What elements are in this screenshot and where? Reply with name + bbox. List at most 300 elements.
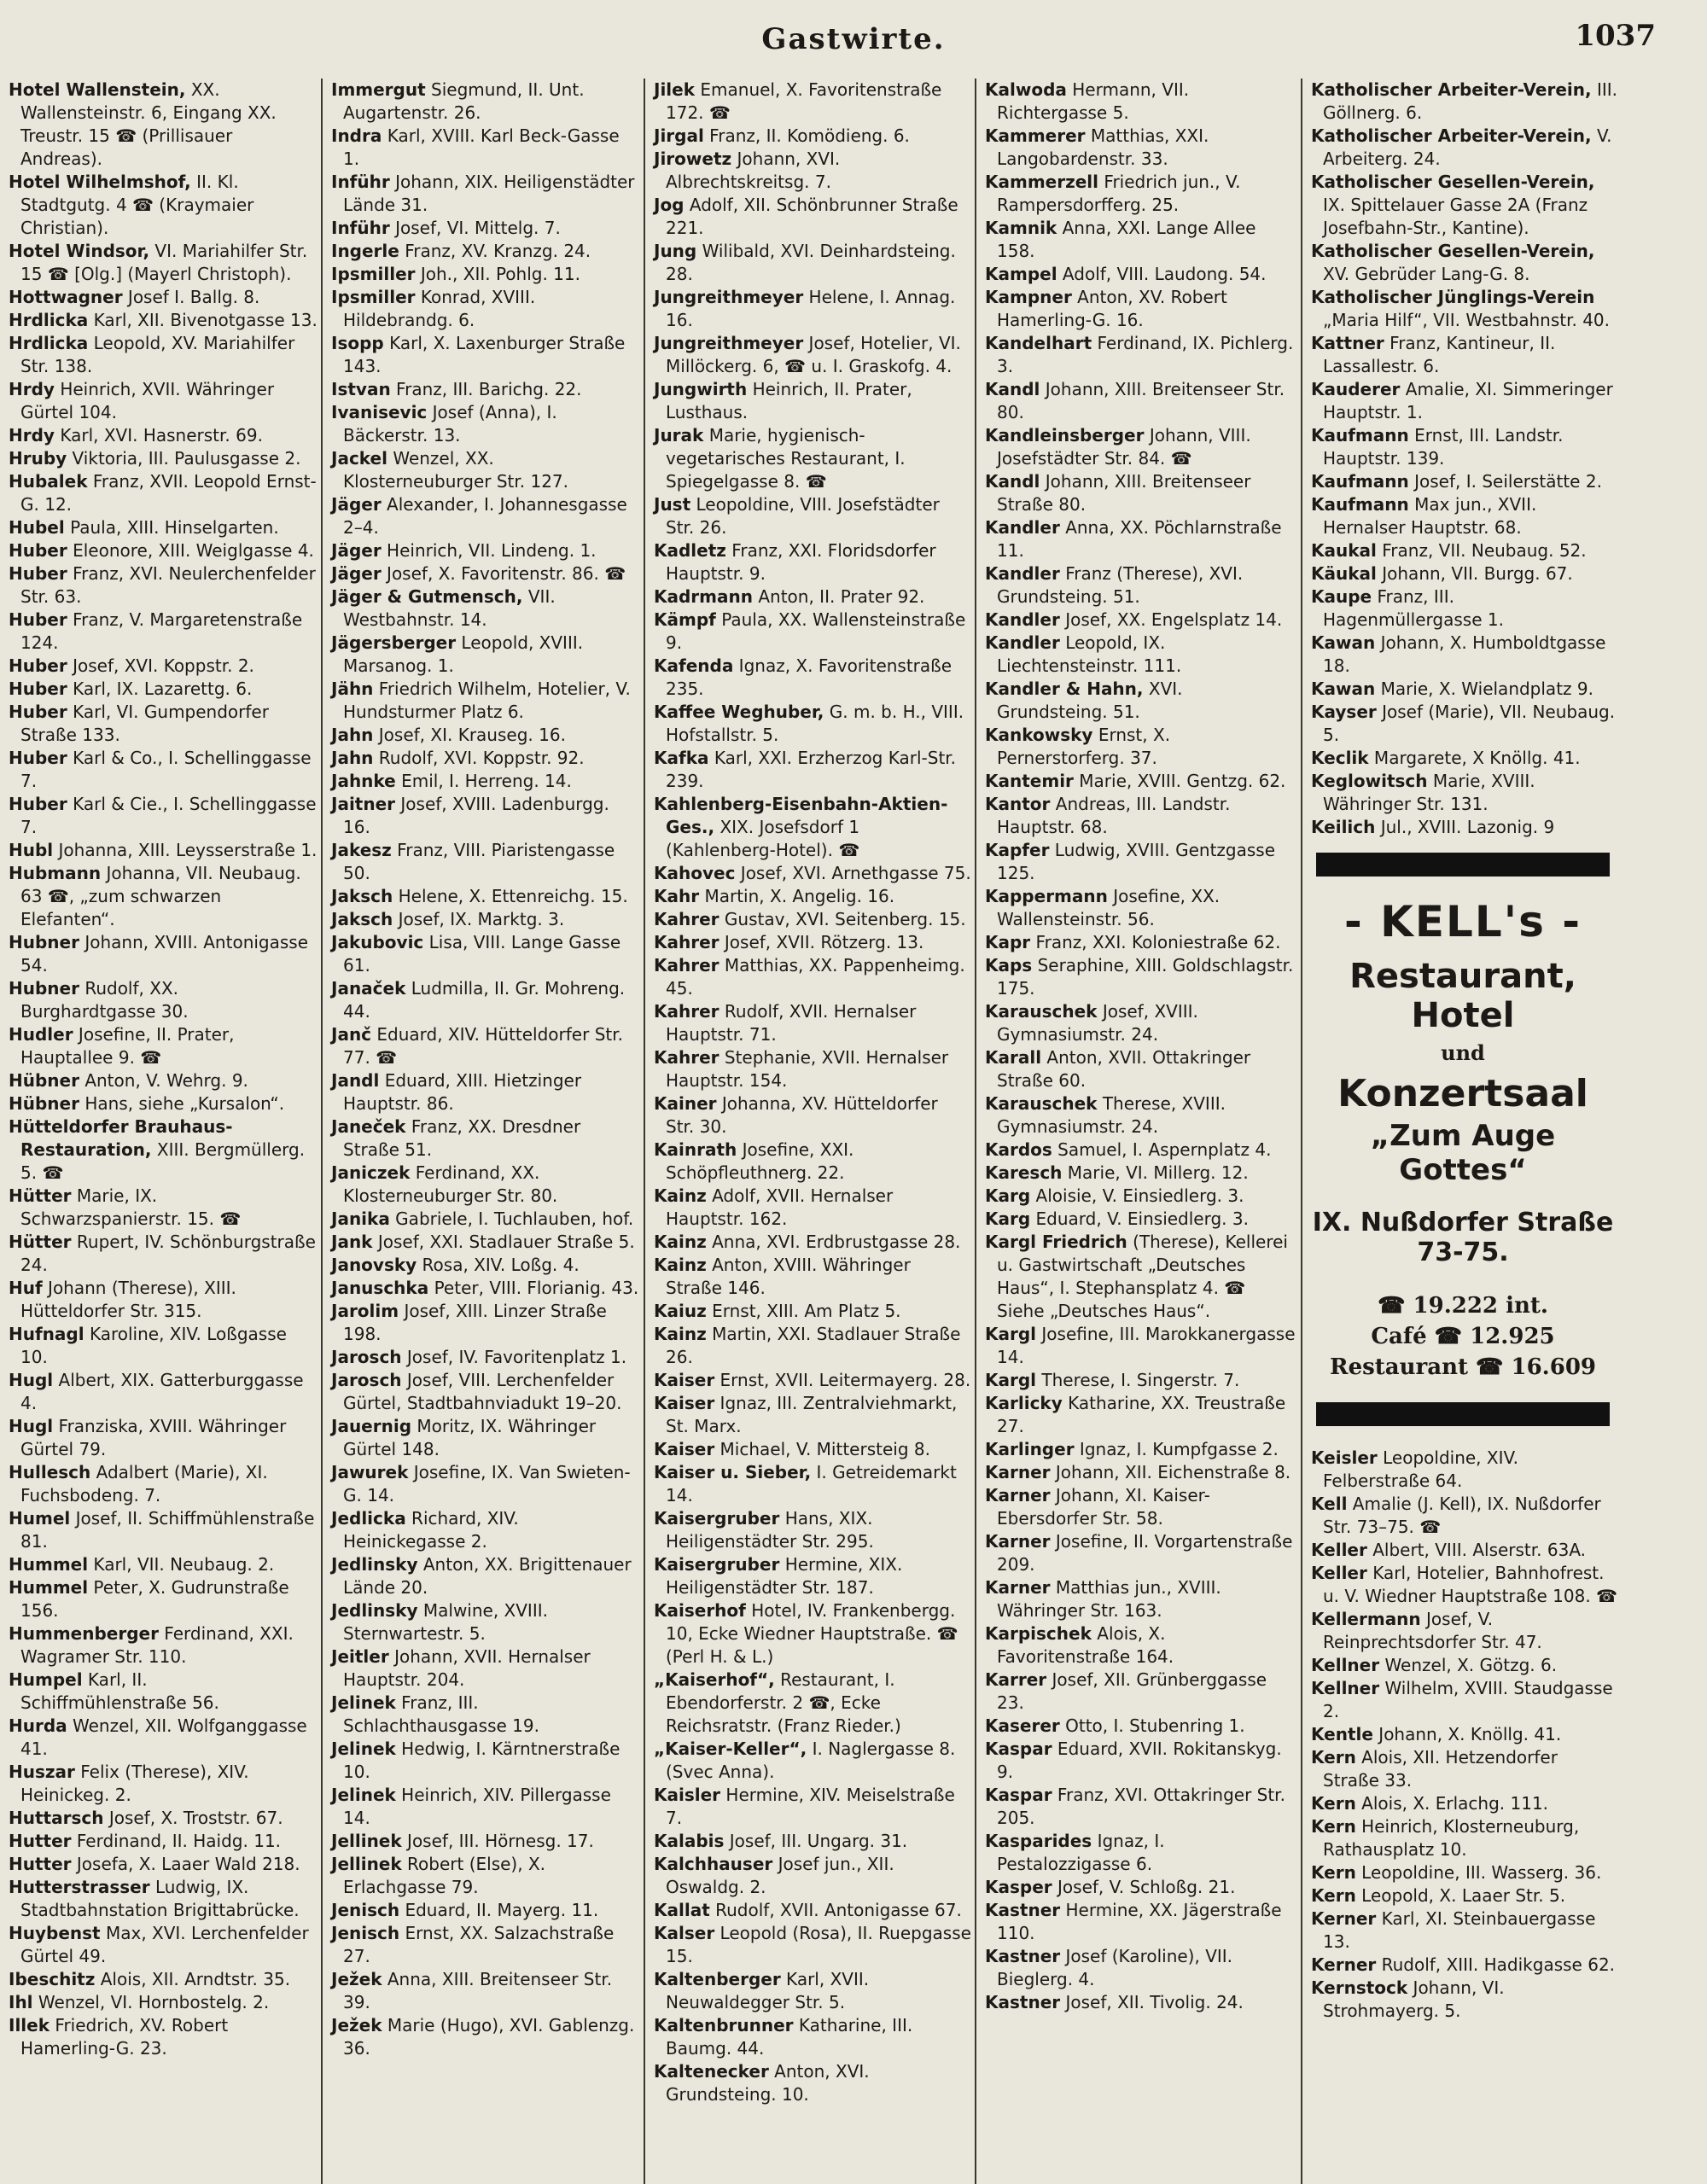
ad-top-rule <box>1316 853 1610 877</box>
entry-details: Eduard, XIII. Hietzinger Hauptstr. 86. <box>343 1070 582 1114</box>
directory-entry <box>650 1853 971 1899</box>
entry-details: Rudolf, XVII. Hernalser Hauptstr. 71. <box>666 1001 917 1045</box>
entry-name: Kahrer <box>654 932 720 952</box>
entry-name: Kahrer <box>654 1047 720 1068</box>
directory-entry <box>982 1576 1297 1622</box>
directory-entry <box>650 1046 971 1092</box>
entry-details: Ernst, XIII. Am Platz 5. <box>706 1301 901 1321</box>
entry-details: Karl, XI. Steinbauergasse 13. <box>1323 1908 1596 1952</box>
directory-entry <box>1308 632 1618 678</box>
entry-details: Heinrich, XIV. Pillergasse 14. <box>343 1785 611 1828</box>
entry-details: Josef, XVI. Koppstr. 2. <box>67 655 254 676</box>
directory-entry <box>982 171 1297 217</box>
entry-details: Franz, XVI. Neulerchenfelder Str. 63. <box>20 563 316 607</box>
entry-name: Hutter <box>9 1831 72 1851</box>
entry-details: Hedwig, I. Kärntnerstraße 10. <box>343 1738 620 1782</box>
directory-entry <box>650 862 971 885</box>
directory-entry <box>1308 1677 1618 1723</box>
entry-name: Kammerzell <box>985 172 1099 192</box>
directory-entry <box>982 286 1297 332</box>
entry-name: Hütter <box>9 1185 72 1206</box>
entry-details: Gabriele, I. Tuchlauben, hof. <box>389 1208 634 1229</box>
directory-entry <box>328 240 640 263</box>
entry-name: Ingerle <box>331 241 399 261</box>
entry-name: Immergut <box>331 79 426 100</box>
directory-entry <box>1308 585 1618 632</box>
entry-name: Karesch <box>985 1162 1063 1183</box>
directory-entry <box>1308 1792 1618 1815</box>
entry-details: Josefine, XX. Wallensteinstr. 56. <box>997 886 1221 929</box>
entry-details: Johann, XVI. Albrechtskreitsg. 7. <box>666 149 841 192</box>
column-5 <box>1301 79 1622 2184</box>
entry-details: I. Naglergasse 8. (Svec Anna). <box>666 1738 956 1782</box>
entry-details: Josef, XIII. Linzer Straße 198. <box>343 1301 607 1344</box>
directory-entry <box>5 286 318 309</box>
entry-name: Jakubovic <box>331 932 424 952</box>
entry-name: Kaiser u. Sieber, <box>654 1462 812 1482</box>
entry-name: Jellinek <box>331 1831 402 1851</box>
entry-details: Ernst, XVII. Leitermayerg. 28. <box>714 1370 971 1390</box>
directory-entry <box>328 585 640 632</box>
entry-details: Eduard, V. Einsiedlerg. 3. <box>1030 1208 1249 1229</box>
directory-entry <box>5 1669 318 1715</box>
entry-details: Anna, XX. Pöchlarnstraße 11. <box>997 517 1282 561</box>
entry-name: Jäger <box>331 563 382 584</box>
entry-name: Kampner <box>985 287 1072 307</box>
entry-details: Franz, XVII. Leopold Ernst-G. 12. <box>20 471 317 515</box>
directory-entry <box>982 1162 1297 1185</box>
directory-entry <box>1308 1608 1618 1654</box>
entry-details: Marie (Hugo), XVI. Gablenzg. 36. <box>343 2015 635 2059</box>
entry-details: Johann, VII. Burgg. 67. <box>1376 563 1573 584</box>
entry-details: Adolf, VIII. Laudong. 54. <box>1057 264 1267 284</box>
entry-details: Peter, VIII. Florianig. 43. <box>428 1278 639 1298</box>
directory-entry <box>5 1853 318 1876</box>
directory-entry <box>982 562 1297 609</box>
entry-name: Illek <box>9 2015 50 2035</box>
entry-details: Anton, XVI. Grundsteing. 10. <box>666 2061 870 2105</box>
entry-name: Karpischek <box>985 1623 1092 1644</box>
entry-details: Josefine, II. Vorgartenstraße 209. <box>997 1531 1293 1575</box>
directory-entry <box>328 770 640 793</box>
directory-entry <box>328 632 640 678</box>
directory-entry <box>982 1622 1297 1669</box>
directory-entry <box>982 1876 1297 1899</box>
entry-name: Jirowetz <box>654 149 732 169</box>
entry-details: Franz, II. Komödieng. 6. <box>703 125 910 146</box>
entry-details: Helene, X. Ettenreichg. 15. <box>393 886 628 906</box>
column-5-entries-after-ad <box>1308 1447 1618 2023</box>
entry-details: Leopold, XV. Mariahilfer Str. 138. <box>20 333 295 376</box>
entry-name: Hotel Windsor, <box>9 241 150 261</box>
entry-name: Kaltenecker <box>654 2061 769 2082</box>
entry-name: Karauschek <box>985 1093 1098 1114</box>
entry-name: Jilek <box>654 79 696 100</box>
column-1 <box>0 79 321 2184</box>
entry-details: Rudolf, XVII. Antonigasse 67. <box>709 1900 962 1920</box>
entry-name: Janovsky <box>331 1255 417 1275</box>
entry-details: Franz, XXI. Koloniestraße 62. <box>1030 932 1281 952</box>
entry-details: XX. Wallensteinstr. 6, Eingang XX. Treustr. 15 ☎ (Prillisauer Andreas). <box>20 79 277 169</box>
directory-entry <box>5 1461 318 1507</box>
directory-entry <box>1308 562 1618 585</box>
directory-entry <box>650 1092 971 1139</box>
entry-details: Franz (Therese), XVI. Grundsteing. 51. <box>997 563 1244 607</box>
entry-details: Richard, XIV. Heinickegasse 2. <box>343 1508 519 1552</box>
entry-details: Aloisie, V. Einsiedlerg. 3. <box>1030 1185 1244 1206</box>
entry-name: Hummel <box>9 1554 89 1575</box>
entry-name: Kaps <box>985 955 1033 976</box>
entry-details: Amalie, XI. Simmeringer Hauptstr. 1. <box>1323 379 1613 422</box>
entry-name: Kainrath <box>654 1139 737 1160</box>
entry-details: Eduard, II. Mayerg. 11. <box>399 1900 599 1920</box>
directory-entry <box>328 977 640 1023</box>
entry-name: Kell <box>1311 1494 1348 1514</box>
entry-details: Karl & Co., I. Schellinggasse 7. <box>20 748 312 791</box>
directory-entry <box>982 470 1297 516</box>
entry-name: Kaiserhof <box>654 1600 746 1621</box>
directory-entry <box>650 1185 971 1231</box>
directory-entry <box>982 1046 1297 1092</box>
entry-details: Johann, VI. Strohmayerg. 5. <box>1323 1977 1505 2021</box>
directory-entry <box>1308 286 1618 332</box>
entry-name: Hrdlicka <box>9 333 89 353</box>
entry-details: Moritz, IX. Währinger Gürtel 148. <box>343 1416 597 1459</box>
entry-name: Katholischer Gesellen-Verein, <box>1311 172 1595 192</box>
entry-name: Käukal <box>1311 563 1377 584</box>
entry-details: Karl, VI. Gumpendorfer Straße 133. <box>20 702 269 745</box>
entry-name: Jäger & Gutmensch, <box>331 586 523 607</box>
page-number: 1037 <box>1575 19 1656 53</box>
entry-details: Adalbert (Marie), XI. Fuchsbodeng. 7. <box>20 1462 268 1506</box>
entry-details: Josefine, XXI. Schöpfleuthnerg. 22. <box>666 1139 854 1183</box>
directory-entry <box>650 793 971 862</box>
entry-details: Johann, XVIII. Antonigasse 54. <box>20 932 309 976</box>
entry-details: Friedrich Wilhelm, Hotelier, V. Hundsturmer Platz 6. <box>343 678 631 722</box>
directory-entry <box>982 1461 1297 1484</box>
directory-entry <box>5 1830 318 1853</box>
entry-name: Huber <box>9 540 67 561</box>
entry-details: XIII. Bergmüllerg. 5. ☎ <box>20 1139 306 1183</box>
directory-entry <box>5 1507 318 1553</box>
directory-entry <box>328 263 640 286</box>
entry-details: Karl, IX. Lazarettg. 6. <box>67 678 253 699</box>
directory-entry <box>328 332 640 378</box>
entry-name: Kämpf <box>654 609 716 630</box>
directory-entry <box>982 1185 1297 1208</box>
entry-details: Josef jun., XII. Oswaldg. 2. <box>666 1854 894 1897</box>
entry-details: Felix (Therese), XIV. Heinickeg. 2. <box>20 1762 249 1805</box>
directory-entry <box>650 539 971 585</box>
directory-entry <box>650 1553 971 1599</box>
entry-name: Kerner <box>1311 1954 1377 1975</box>
entry-details: Karl, X. Laxenburger Straße 143. <box>343 333 626 376</box>
entry-details: Josefine, IX. Van Swieten-G. 14. <box>343 1462 631 1506</box>
entry-details: Johann, X. Knöllg. 41. <box>1372 1724 1562 1744</box>
entry-details: Therese, I. Singerstr. 7. <box>1036 1370 1240 1390</box>
directory-entry <box>5 977 318 1023</box>
entry-name: Jungreithmeyer <box>654 287 804 307</box>
directory-entry <box>650 79 971 125</box>
directory-entry <box>328 1300 640 1346</box>
directory-entry <box>5 1415 318 1461</box>
entry-name: Hruby <box>9 448 67 469</box>
directory-entry <box>5 1115 318 1185</box>
entry-details: Josefine, III. Marokkanergasse 14. <box>997 1324 1296 1367</box>
column-5-entries <box>1308 79 1618 839</box>
directory-entry <box>328 678 640 724</box>
entry-details: Josef, XVIII. Gymnasiumstr. 24. <box>997 1001 1198 1045</box>
directory-entry <box>650 1369 971 1392</box>
entry-name: Kaltenbrunner <box>654 2015 794 2035</box>
directory-entry <box>650 1323 971 1369</box>
directory-entry <box>1308 1654 1618 1677</box>
entry-details: Franz, Kantineur, II. Lassallestr. 6. <box>1323 333 1556 376</box>
entry-details: Martin, XXI. Stadlauer Straße 26. <box>666 1324 961 1367</box>
directory-entry <box>650 1300 971 1323</box>
directory-entry <box>5 1553 318 1576</box>
entry-name: Keclik <box>1311 748 1369 768</box>
entry-name: Huber <box>9 748 67 768</box>
entry-name: Ježek <box>331 2015 382 2035</box>
entry-name: Kamnik <box>985 218 1057 238</box>
ad-line-und: und <box>1441 1040 1485 1065</box>
entry-name: Jellinek <box>331 1854 402 1874</box>
entry-details: Karl, XVII. Neuwaldegger Str. 5. <box>666 1969 870 2012</box>
entry-name: Kainz <box>654 1255 707 1275</box>
entry-name: Kandler <box>985 517 1060 538</box>
directory-entry <box>328 1277 640 1300</box>
entry-name: Kaiser <box>654 1370 715 1390</box>
entry-details: Josef, V. Schloßg. 21. <box>1052 1877 1236 1897</box>
entry-name: Hufnagl <box>9 1324 84 1344</box>
directory-entry <box>328 493 640 539</box>
directory-entry <box>650 148 971 194</box>
entry-details: Josef, VIII. Lerchenfelder Gürtel, Stadtbahnviadukt 19–20. <box>343 1370 622 1413</box>
entry-details: Eleonore, XIII. Weiglgasse 4. <box>67 540 314 561</box>
entry-name: Kellner <box>1311 1655 1380 1675</box>
entry-name: Kandelhart <box>985 333 1092 353</box>
directory-entry <box>982 839 1297 885</box>
directory-entry <box>650 240 971 286</box>
entry-details: Peter, X. Gudrunstraße 156. <box>20 1577 289 1621</box>
entry-details: Leopoldine, VIII. Josefstädter Str. 26. <box>666 494 940 538</box>
entry-name: Jäger <box>331 494 382 515</box>
directory-entry <box>5 1323 318 1369</box>
directory-entry <box>5 2014 318 2060</box>
entry-name: Hotel Wilhelmshof, <box>9 172 191 192</box>
entry-details: Johann, VIII. Josefstädter Str. 84. ☎ <box>997 425 1251 469</box>
directory-entry <box>1308 701 1618 747</box>
entry-details: Ferdinand, IX. Pichlerg. 3. <box>997 333 1294 376</box>
directory-entry <box>650 585 971 609</box>
entry-name: Kalwoda <box>985 79 1067 100</box>
entry-name: Huber <box>9 609 67 630</box>
entry-name: Kantor <box>985 794 1051 814</box>
directory-entry <box>1308 1493 1618 1539</box>
entry-details: Alois, XII. Hetzendorfer Straße 33. <box>1323 1747 1558 1791</box>
directory-entry <box>1308 1815 1618 1861</box>
entry-details: Marie, X. Wielandplatz 9. <box>1375 678 1593 699</box>
directory-entry <box>1308 493 1618 539</box>
directory-entry <box>982 516 1297 562</box>
entry-name: Kaspar <box>985 1738 1052 1759</box>
entry-details: Friedrich jun., V. Rampersdorfferg. 25. <box>997 172 1241 215</box>
entry-details: Matthias, XX. Pappenheimg. 45. <box>666 955 965 999</box>
entry-details: Emanuel, X. Favoritenstraße 172. ☎ <box>666 79 942 123</box>
entry-name: Kasparides <box>985 1831 1092 1851</box>
directory-entry <box>1308 1723 1618 1746</box>
entry-name: Kaspar <box>985 1785 1052 1805</box>
directory-entry <box>650 378 971 424</box>
directory-entry <box>328 1599 640 1645</box>
directory-entry <box>328 1208 640 1231</box>
directory-entry <box>328 1369 640 1415</box>
directory-entry <box>328 447 640 493</box>
entry-details: Josef, I. Seilerstätte 2. <box>1408 471 1602 492</box>
entry-details: Marie, hygienisch-vegetarisches Restaurant, I. Spiegelgasse 8. ☎ <box>666 425 906 492</box>
entry-name: Jarosch <box>331 1370 402 1390</box>
directory-entry <box>5 1576 318 1622</box>
entry-details: Samuel, I. Aspernplatz 4. <box>1052 1139 1272 1160</box>
entry-details: XVI. Grundsteing. 51. <box>997 678 1183 722</box>
entry-details: Therese, XVIII. Gymnasiumstr. 24. <box>997 1093 1226 1137</box>
entry-name: Humpel <box>9 1669 83 1690</box>
directory-entry <box>982 1139 1297 1162</box>
entry-details: Rudolf, XX. Burghardtgasse 30. <box>20 978 189 1022</box>
entry-details: Heinrich, XVII. Währinger Gürtel 104. <box>20 379 275 422</box>
directory-entry <box>650 286 971 332</box>
directory-entry <box>328 1899 640 1922</box>
directory-entry <box>650 1461 971 1507</box>
directory-entry <box>650 2060 971 2106</box>
directory-entry <box>328 1162 640 1208</box>
entry-details: Marie, IX. Schwarzspanierstr. 15. ☎ <box>20 1185 242 1229</box>
entry-name: Kapr <box>985 932 1031 952</box>
entry-name: Just <box>654 494 691 515</box>
entry-name: Karauschek <box>985 1001 1098 1022</box>
directory-entry <box>5 240 318 286</box>
entry-name: „Kaiser-Keller“, <box>654 1738 807 1759</box>
entry-details: Johann (Therese), XIII. Hütteldorfer Str. 315. <box>20 1278 236 1321</box>
entry-name: Kadletz <box>654 540 726 561</box>
entry-details: Ignaz, X. Favoritenstraße 235. <box>666 655 953 699</box>
entry-name: Jäger <box>331 540 382 561</box>
entry-details: Franz, III. Barichg. 22. <box>390 379 582 399</box>
entry-details: Ignaz, I. Kumpfgasse 2. <box>1074 1439 1279 1459</box>
entry-name: Katholischer Arbeiter-Verein, <box>1311 79 1592 100</box>
entry-name: Kafka <box>654 748 709 768</box>
entry-details: Josef, XI. Krauseg. 16. <box>373 725 566 745</box>
entry-details: Josef, XVIII. Ladenburgg. 16. <box>343 794 609 837</box>
entry-details: Josef, XXI. Stadlauer Straße 5. <box>372 1232 635 1252</box>
directory-entry <box>650 1830 971 1853</box>
entry-details: Hermine, XIV. Meiselstraße 7. <box>666 1785 955 1828</box>
entry-name: Jahn <box>331 748 374 768</box>
entry-name: Kandl <box>985 471 1040 492</box>
column-4 <box>975 79 1301 2184</box>
entry-details: Alois, XII. Arndtstr. 35. <box>95 1969 291 1989</box>
directory-entry <box>5 678 318 701</box>
entry-details: Josef, IV. Favoritenplatz 1. <box>401 1347 627 1367</box>
directory-entry <box>5 1761 318 1807</box>
directory-entry <box>1308 770 1618 816</box>
entry-details: Franz, III. Hagenmüllergasse 1. <box>1323 586 1504 630</box>
entry-details: Hans, siehe „Kursalon“. <box>79 1093 285 1114</box>
directory-entry <box>982 332 1297 378</box>
entry-name: Karner <box>985 1462 1051 1482</box>
entry-details: Josef (Karoline), VII. Bieglerg. 4. <box>997 1946 1233 1989</box>
entry-details: Ignaz, I. Pestalozzigasse 6. <box>997 1831 1165 1874</box>
entry-details: Friedrich, XV. Robert Hamerling-G. 23. <box>20 2015 229 2059</box>
entry-details: Rudolf, XIII. Hadikgasse 62. <box>1376 1954 1616 1975</box>
entry-details: Wenzel, X. Götzg. 6. <box>1379 1655 1558 1675</box>
directory-entry <box>1308 747 1618 770</box>
entry-details: Johanna, XV. Hütteldorfer Str. 30. <box>666 1093 938 1137</box>
entry-details: Wilhelm, XVIII. Staudgasse 2. <box>1323 1678 1613 1721</box>
page-title: Gastwirte. <box>761 22 946 56</box>
directory-entry <box>982 1231 1297 1323</box>
directory-entry <box>650 954 971 1000</box>
directory-entry <box>650 1231 971 1254</box>
entry-details: Konrad, XVIII. Hildebrandg. 6. <box>343 287 536 330</box>
directory-entry <box>1308 1447 1618 1493</box>
entry-name: Kauderer <box>1311 379 1401 399</box>
directory-entry <box>650 1139 971 1185</box>
entry-details: Emil, I. Herreng. 14. <box>395 771 572 791</box>
entry-name: Jarolim <box>331 1301 399 1321</box>
entry-name: Jaksch <box>331 909 393 929</box>
entry-name: Huszar <box>9 1762 75 1782</box>
entry-details: Anton, II. Prater 92. <box>753 586 925 607</box>
entry-details: Siegmund, II. Unt. Augartenstr. 26. <box>343 79 585 123</box>
ad-brand: - KELL's - <box>1343 897 1582 946</box>
entry-details: (Therese), Kellerei u. Gastwirtschaft „Deutsches Haus“, I. Stephansplatz 4. ☎ Siehe „Deutsches Haus“. <box>997 1232 1288 1321</box>
entry-name: Kaltenberger <box>654 1969 781 1989</box>
entry-name: Kaserer <box>985 1715 1060 1736</box>
ad-line-restaurant-hotel: Restaurant, Hotel <box>1349 957 1576 1035</box>
directory-entry <box>650 493 971 539</box>
entry-name: Hudler <box>9 1024 73 1045</box>
entry-details: Heinrich, Klosterneuburg, Rathausplatz 10. <box>1323 1816 1580 1860</box>
directory-entry <box>982 1438 1297 1461</box>
entry-name: Kandler <box>985 632 1060 653</box>
entry-details: Viktoria, III. Paulusgasse 2. <box>67 448 301 469</box>
directory-entry <box>982 1369 1297 1392</box>
column-2 <box>321 79 644 2184</box>
entry-name: Kandler <box>985 563 1060 584</box>
entry-name: Kern <box>1311 1747 1356 1768</box>
directory-entry <box>650 747 971 793</box>
directory-entry <box>982 1323 1297 1369</box>
directory-entry <box>982 1530 1297 1576</box>
entry-name: Istvan <box>331 379 391 399</box>
directory-entry <box>5 1876 318 1922</box>
directory-entry <box>982 1899 1297 1945</box>
entry-name: Jungreithmeyer <box>654 333 804 353</box>
directory-entry <box>328 1254 640 1277</box>
directory-entry <box>982 378 1297 424</box>
entry-details: Karl, XII. Bivenotgasse 13. <box>88 310 318 330</box>
entry-name: Kattner <box>1311 333 1384 353</box>
entry-details: Hermann, VII. Richtergasse 5. <box>997 79 1190 123</box>
entry-name: Kapfer <box>985 840 1050 860</box>
entry-details: Franz, V. Margaretenstraße 124. <box>20 609 303 653</box>
entry-details: Gustav, XVI. Seitenberg. 15. <box>719 909 966 929</box>
directory-entry <box>982 793 1297 839</box>
entry-details: Josef, X. Troststr. 67. <box>103 1808 283 1828</box>
entry-name: Kernstock <box>1311 1977 1408 1998</box>
